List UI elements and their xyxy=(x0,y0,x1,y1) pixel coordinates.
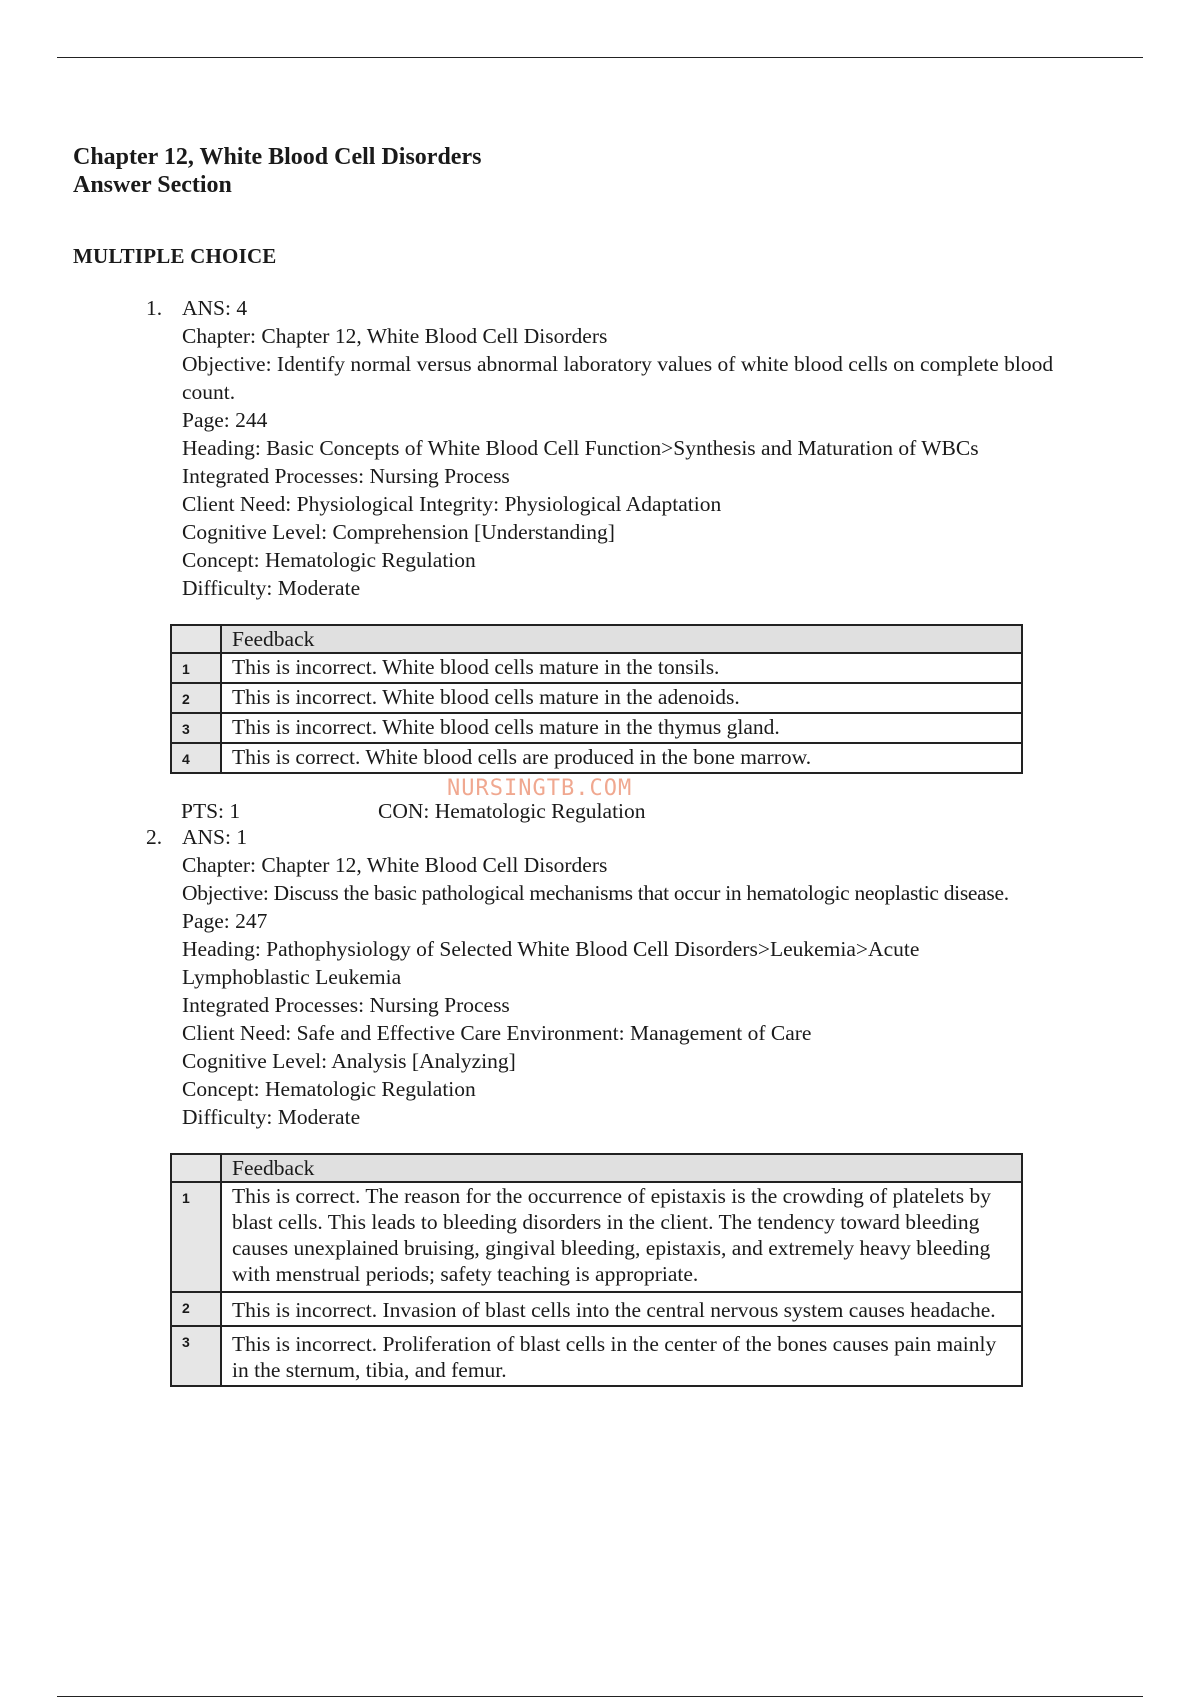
question-details xyxy=(182,823,1172,1131)
table-row xyxy=(171,653,1022,683)
option-number: 1 xyxy=(171,653,221,683)
chapter-line: Chapter: Chapter 12, White Blood Cell Disorders xyxy=(182,324,608,348)
feedback-corner-cell xyxy=(171,1154,221,1182)
question-details xyxy=(182,294,1172,602)
page-subtitle: Answer Section xyxy=(73,172,232,198)
objective-line: Objective: Identify normal versus abnormal laboratory values of white blood cells on complete blood count. xyxy=(182,352,1054,404)
top-rule xyxy=(57,57,1143,58)
feedback-text: This is incorrect. White blood cells mature in the thymus gland. xyxy=(221,713,1022,743)
feedback-header: Feedback xyxy=(221,1154,1022,1182)
chapter-line: Chapter: Chapter 12, White Blood Cell Disorders xyxy=(182,853,608,877)
points-label: PTS: 1 xyxy=(181,799,241,823)
feedback-text: This is incorrect. White blood cells mature in the adenoids. xyxy=(221,683,1022,713)
watermark: NURSINGTB.COM xyxy=(447,776,633,801)
page-title: Chapter 12, White Blood Cell Disorders xyxy=(73,144,482,170)
concept-line: Concept: Hematologic Regulation xyxy=(182,1077,476,1101)
concept-line: Concept: Hematologic Regulation xyxy=(182,548,476,572)
option-number: 2 xyxy=(171,683,221,713)
heading-line: Heading: Basic Concepts of White Blood Cell Function>Synthesis and Maturation of WBCs xyxy=(182,436,979,460)
question-number: 2. xyxy=(146,825,163,849)
feedback-table-2 xyxy=(170,1153,1023,1387)
client-need-line: Client Need: Safe and Effective Care Environment: Management of Care xyxy=(182,1021,812,1045)
option-number: 3 xyxy=(171,1326,221,1386)
table-row xyxy=(171,1292,1022,1326)
table-row xyxy=(171,1326,1022,1386)
page-line: Page: 247 xyxy=(182,909,268,933)
integrated-processes-line: Integrated Processes: Nursing Process xyxy=(182,464,510,488)
table-row xyxy=(171,1182,1022,1292)
feedback-text: This is incorrect. Invasion of blast cells into the central nervous system causes headache. xyxy=(221,1292,1022,1326)
document-title-block xyxy=(73,143,481,199)
table-row xyxy=(171,683,1022,713)
answer-line: ANS: 4 xyxy=(182,296,248,320)
client-need-line: Client Need: Physiological Integrity: Physiological Adaptation xyxy=(182,492,722,516)
integrated-processes-line: Integrated Processes: Nursing Process xyxy=(182,993,510,1017)
feedback-text: This is incorrect. Proliferation of blast cells in the center of the bones causes pain mainly in the sternum, tibia, and femur. xyxy=(221,1326,1022,1386)
feedback-text: This is correct. The reason for the occurrence of epistaxis is the crowding of platelets by blast cells. This leads to bleeding disorders in the client. The tendency toward bleeding causes unexplained bruising, gingival bleeding, epistaxis, and extremely heavy bleeding with menstrual periods; safety teaching is appropriate. xyxy=(221,1182,1022,1292)
option-number: 2 xyxy=(171,1292,221,1326)
option-number: 1 xyxy=(171,1182,221,1292)
heading-line: Heading: Pathophysiology of Selected White Blood Cell Disorders>Leukemia>Acute Lymphoblastic Leukemia xyxy=(182,937,920,989)
option-number: 3 xyxy=(171,713,221,743)
option-number: 4 xyxy=(171,743,221,773)
feedback-corner-cell xyxy=(171,625,221,653)
table-row xyxy=(171,713,1022,743)
objective-line: Objective: Discuss the basic pathological mechanisms that occur in hematologic neoplastic disease. xyxy=(182,881,1009,905)
section-heading: MULTIPLE CHOICE xyxy=(73,244,277,268)
concept-label: CON: Hematologic Regulation xyxy=(378,799,646,823)
answer-line: ANS: 1 xyxy=(182,825,248,849)
feedback-header: Feedback xyxy=(221,625,1022,653)
feedback-text: This is correct. White blood cells are produced in the bone marrow. xyxy=(221,743,1022,773)
page-line: Page: 244 xyxy=(182,408,268,432)
feedback-header-row xyxy=(171,1154,1022,1182)
table-row xyxy=(171,743,1022,773)
cognitive-level-line: Cognitive Level: Comprehension [Understanding] xyxy=(182,520,615,544)
question-number: 1. xyxy=(146,296,163,320)
difficulty-line: Difficulty: Moderate xyxy=(182,576,361,600)
feedback-header-row xyxy=(171,625,1022,653)
difficulty-line: Difficulty: Moderate xyxy=(182,1105,361,1129)
feedback-table-1 xyxy=(170,624,1023,774)
feedback-text: This is incorrect. White blood cells mature in the tonsils. xyxy=(221,653,1022,683)
bottom-rule xyxy=(57,1696,1143,1697)
cognitive-level-line: Cognitive Level: Analysis [Analyzing] xyxy=(182,1049,516,1073)
